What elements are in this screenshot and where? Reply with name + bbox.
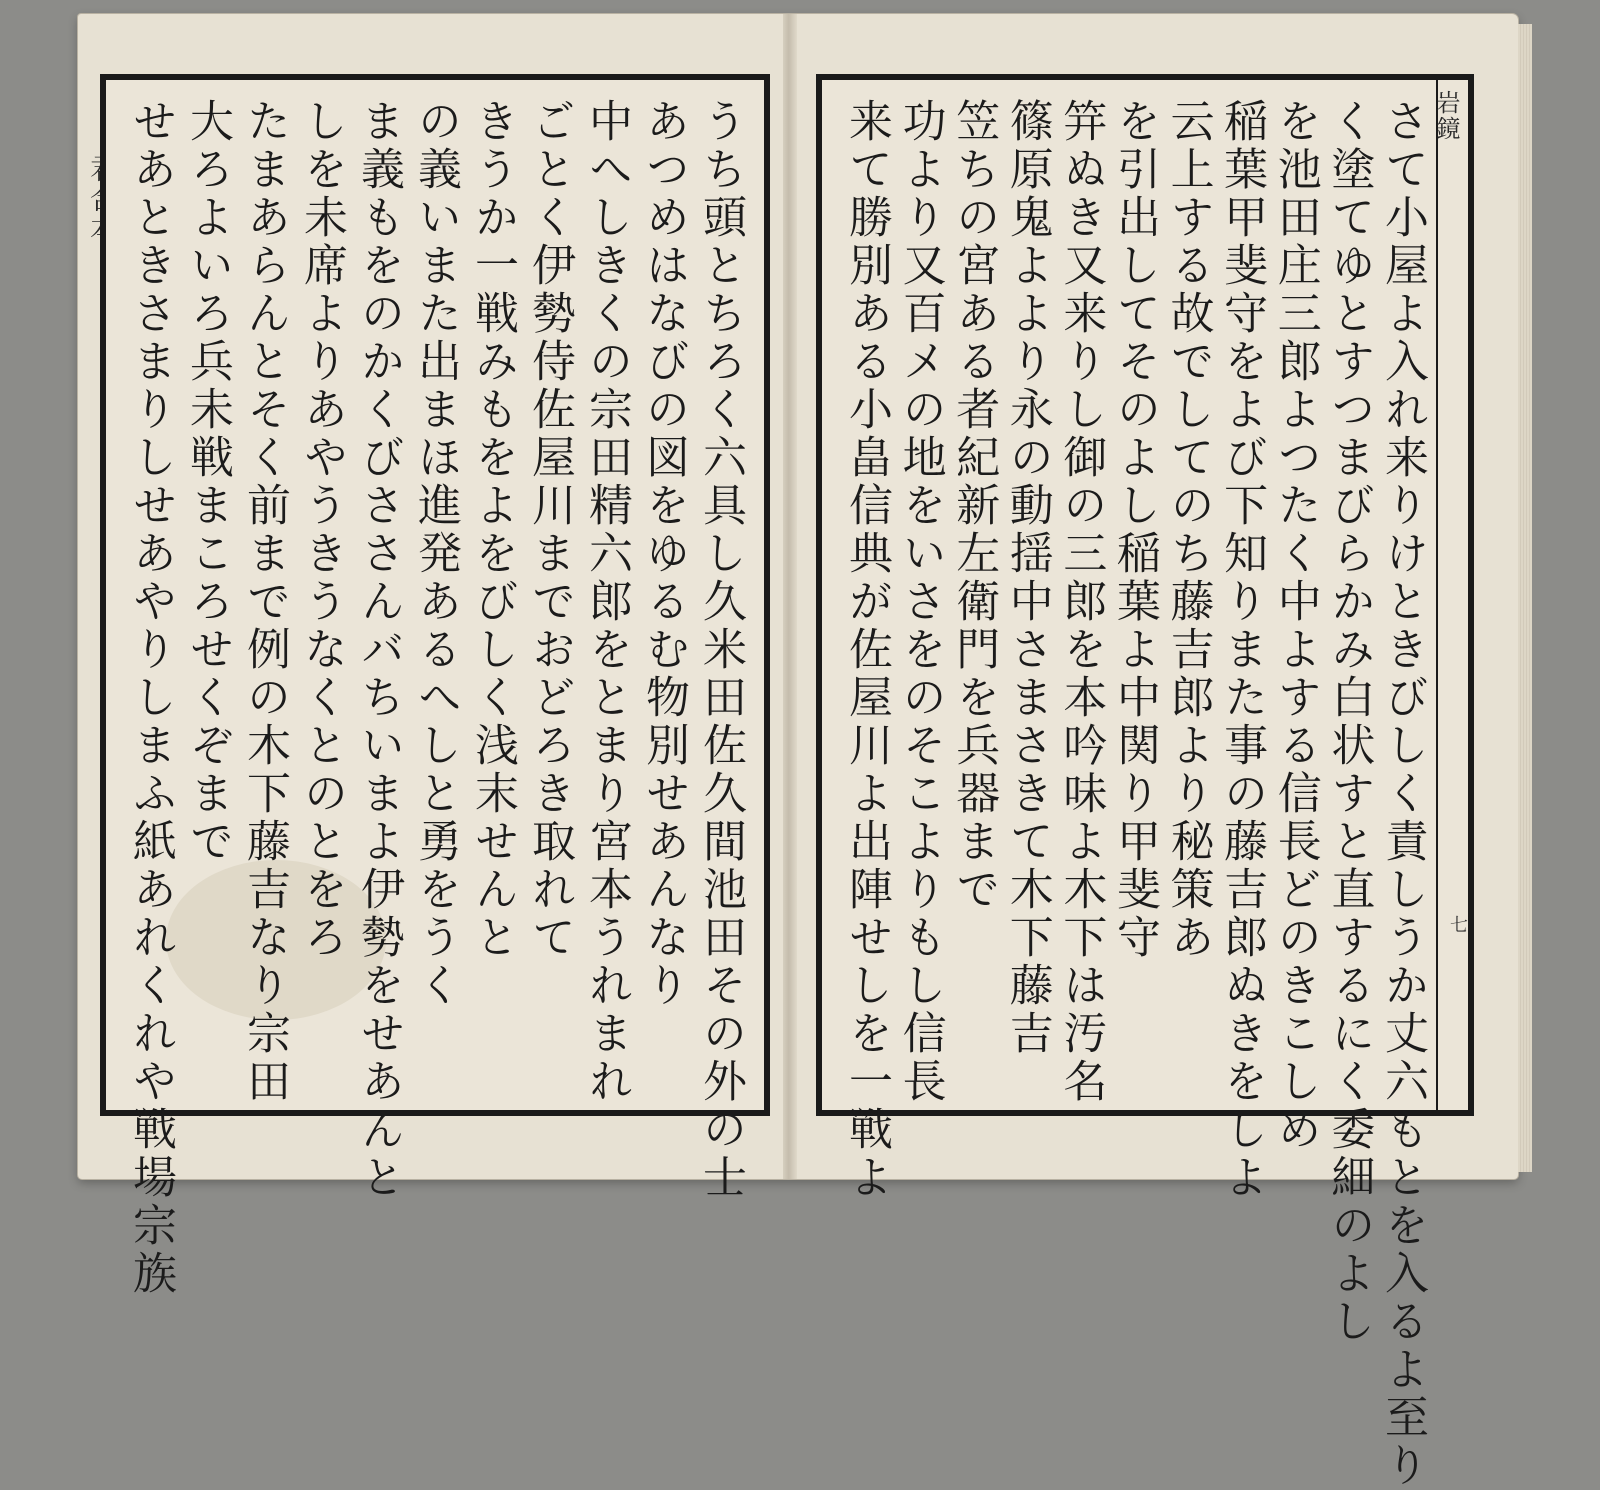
right-page-text — [841, 98, 1428, 1490]
left-page — [100, 74, 770, 1298]
open-book — [78, 14, 1518, 1490]
text-column: 篠原鬼よより永の動揺中さまさきて木下藤吉 — [1001, 98, 1053, 1058]
text-column: を池田庄三郎よつたく中よする信長どのきこしめ — [1269, 98, 1321, 1154]
text-column: 笄ぬき又来りし御の三郎を本吟味よ木下は汚名 — [1055, 98, 1107, 1106]
text-column: 云上する故でしてのち藤吉郎より秘策あ — [1162, 98, 1214, 962]
book-spine — [783, 14, 797, 1179]
text-column: 大ろよいろ兵未戦まころせくぞまで — [182, 98, 233, 866]
page-number: 七 — [1447, 915, 1468, 933]
right-margin-title: 岩鏡 — [1432, 90, 1460, 142]
text-column: せあときさまりしせあやりしまふ紙あれくれや戦場宗族 — [125, 98, 176, 1298]
text-column: を引出してそのよし稲葉よ中関り甲斐守 — [1108, 98, 1160, 962]
text-column: あつめはなびの図をゆるむ物別せあんなり — [638, 98, 689, 1010]
text-column: 中へしきくの宗田精六郎をとまり宮本うれまれ — [581, 98, 632, 1106]
text-column: きうか一戦みもをよをびしく浅末せんと — [467, 98, 518, 962]
text-column: うち頭とちろく六具し久米田佐久間池田その外の士 — [695, 98, 746, 1202]
text-column: ごとく伊勢侍佐屋川までおどろき取れて — [524, 98, 575, 962]
page-edge — [1518, 24, 1532, 1172]
text-column: さて小屋よ入れ来りけときびしく責しうか丈六もとを入るよ至り — [1376, 98, 1428, 1490]
text-column: く塗てゆとすつまびらかみ白状すと直するにく委細のよし — [1323, 98, 1375, 1346]
left-page-text — [125, 98, 746, 1298]
right-page — [816, 74, 1474, 1490]
text-column: たまあらんとそく前まで例の木下藤吉なり宗田 — [239, 98, 290, 1106]
text-column: の義いまた出まほ進発あるへしと勇をうく — [410, 98, 461, 1010]
margin-rule — [1436, 80, 1438, 1110]
text-column: 笠ちの宮ある者紀新左衛門を兵器まで — [948, 98, 1000, 914]
text-column: 稲葉甲斐守をよび下知りまた事の藤吉郎ぬきをしよ — [1216, 98, 1268, 1202]
text-column: 来て勝別ある小畠信典が佐屋川よ出陣せしを一戦よ — [841, 98, 892, 1202]
text-column: ま義もをのかくびささんバちいまよ伊勢をせあんと — [353, 98, 404, 1202]
text-column: しを未席よりあやうきうなくとのとをろ — [296, 98, 347, 962]
text-column: 功より又百メの地をいさをのそこよりもし信長 — [894, 98, 946, 1106]
